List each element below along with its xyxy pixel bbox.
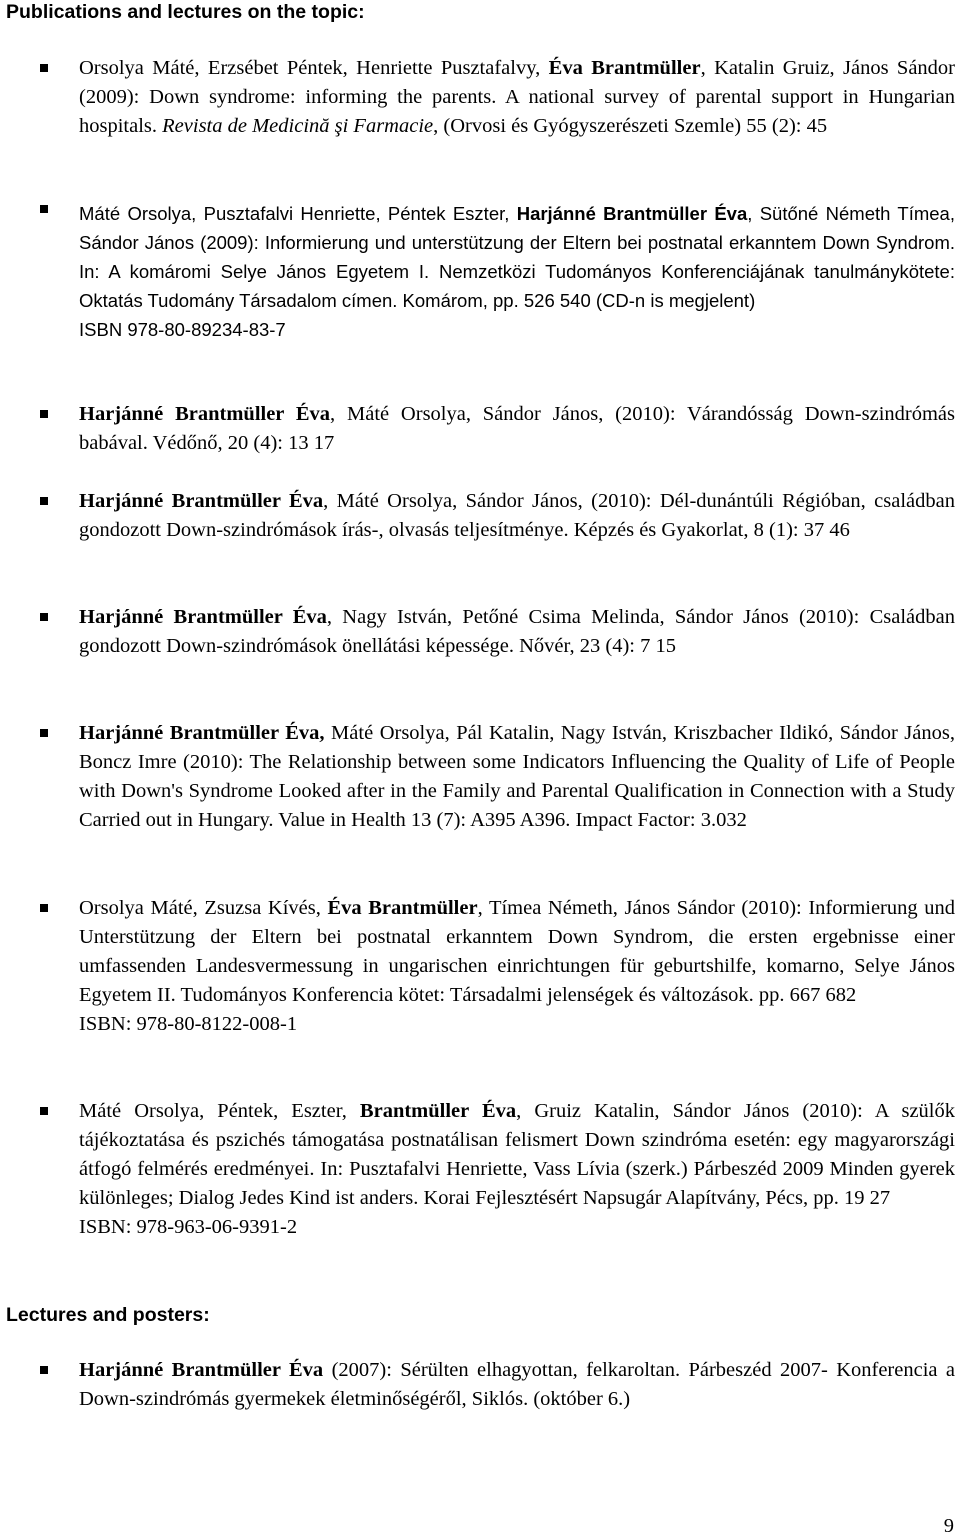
page-number: 9 bbox=[943, 1515, 954, 1537]
publication-authors: Máté Orsolya, Péntek, Eszter, bbox=[79, 1100, 360, 1122]
publication-entry bbox=[79, 199, 955, 344]
publication-details: , Gruiz Katalin, Sándor János (2010): A szülők tájékoztatása és pszichés támogatása postnatálisan felismert Down szindróma esetén: egy magyarországi átfogó felmérés eredményei. In: Pusztafalvi Henriette, Vass Lívia (szerk.) Párbeszéd 2009 Minden gyerek különleges; Dialog Jedes Kind ist anders. Korai Fejlesztésért Napsugár Alapítvány, Pécs, pp. 19 27 bbox=[79, 1100, 955, 1209]
isbn: ISBN: 978-963-06-9391-2 bbox=[79, 1216, 298, 1238]
publication-source: , (Orvosi és Gyógyszerészeti Szemle) 55 (2): 45 bbox=[433, 115, 828, 137]
publication-entry bbox=[79, 894, 955, 1039]
highlighted-author: Harjánné Brantmüller Éva, bbox=[79, 722, 325, 744]
bullet-icon bbox=[40, 1366, 48, 1374]
bullet-icon bbox=[40, 1107, 48, 1115]
publication-details: , Katalin Gruiz, János Sándor (2009): Down syndrome: informing the parents. A national survey of parental support in Hungarian hospitals. bbox=[79, 57, 956, 137]
isbn: ISBN 978-80-89234-83-7 bbox=[79, 319, 286, 340]
bullet-icon bbox=[40, 613, 48, 621]
publication-authors: Orsolya Máté, Zsuzsa Kívés, bbox=[79, 897, 328, 919]
publication-entry bbox=[79, 54, 955, 141]
journal-name: Revista de Medicină şi Farmacie bbox=[162, 115, 434, 137]
publication-details: Máté Orsolya, Pál Katalin, Nagy István, Kriszbacher Ildikó, Sándor János, Boncz Imre (2010): The Relationship between some Indicators Influencing the Quality of Life of People with Down's Syndrome Looked after in the Family and Parental Qualification in Connection with a Study Carried out in Hungary. Value in Health 13 (7): A395 A396. Impact Factor: 3.032 bbox=[79, 722, 955, 831]
lecture-details: (2007): Sérülten elhagyottan, felkaroltan. Párbeszéd 2007- Konferencia a Down-szindrómás gyermekek életminőségéről, Siklós. (október 6.) bbox=[79, 1359, 955, 1410]
highlighted-author: Harjánné Brantmüller Éva bbox=[79, 403, 331, 425]
isbn: ISBN: 978-80-8122-008-1 bbox=[79, 1013, 298, 1035]
publication-authors: Orsolya Máté, Erzsébet Péntek, Henriette Pusztafalvy, bbox=[79, 57, 549, 79]
publication-details: , Máté Orsolya, Sándor János, (2010): Dél-dunántúli Régióban, családban gondozott Down-szindrómások írás-, olvasás teljesítménye. Képzés és Gyakorlat, 8 (1): 37 46 bbox=[79, 490, 955, 541]
publication-details: , Sütőné Németh Tímea, Sándor János (2009): Informierung und unterstützung der Eltern bei postnatal erkanntem Down Syndrom. In: A komáromi Selye János Egyetem I. Nemzetközi Tudományos Konferenciájának tanulmánykötete: Oktatás Tudomány Társadalom címen. Komárom, pp. 526 540 (CD-n is megjelent) bbox=[79, 203, 955, 311]
highlighted-author: Harjánné Brantmüller Éva bbox=[79, 606, 327, 628]
highlighted-author: Harjánné Brantmüller Éva bbox=[79, 490, 324, 512]
bullet-icon bbox=[40, 64, 48, 72]
lectures-heading: Lectures and posters: bbox=[6, 1304, 210, 1326]
bullet-icon bbox=[40, 410, 48, 418]
highlighted-author: Éva Brantmüller bbox=[327, 897, 478, 919]
highlighted-author: Éva Brantmüller bbox=[548, 57, 701, 79]
publication-entry bbox=[79, 603, 955, 661]
highlighted-author: Harjánné Brantmüller Éva bbox=[79, 1359, 324, 1381]
publication-entry bbox=[79, 487, 955, 545]
lecture-entry bbox=[79, 1356, 955, 1414]
publication-authors: Máté Orsolya, Pusztafalvi Henriette, Péntek Eszter, bbox=[79, 203, 517, 224]
bullet-icon bbox=[40, 729, 48, 737]
bullet-icon bbox=[40, 205, 48, 213]
publication-entry bbox=[79, 719, 955, 835]
bullet-icon bbox=[40, 497, 48, 505]
publication-entry bbox=[79, 400, 955, 458]
publication-details: , Nagy István, Petőné Csima Melinda, Sándor János (2010): Családban gondozott Down-szindrómások önellátási képessége. Nővér, 23 (4): 7 15 bbox=[79, 606, 955, 657]
highlighted-author: Harjánné Brantmüller Éva bbox=[516, 203, 748, 224]
bullet-icon bbox=[40, 904, 48, 912]
publications-heading: Publications and lectures on the topic: bbox=[6, 1, 365, 23]
highlighted-author: Brantmüller Éva bbox=[359, 1100, 517, 1122]
publication-entry bbox=[79, 1097, 955, 1242]
publication-details: , Tímea Németh, János Sándor (2010): Informierung und Unterstützung der Eltern bei postnatal erkanntem Down Syndrom, die ersten ergebnisse einer umfassenden Landesvermessung in ungarischen einrichtungen für geburtshilfe, komarno, Selye János Egyetem II. Tudományos Konferencia kötet: Társadalmi jelenségek és változások. pp. 667 682 bbox=[79, 897, 955, 1006]
publication-details: , Máté Orsolya, Sándor János, (2010): Várandósság Down-szindrómás babával. Védőnő, 20 (4): 13 17 bbox=[79, 403, 955, 454]
